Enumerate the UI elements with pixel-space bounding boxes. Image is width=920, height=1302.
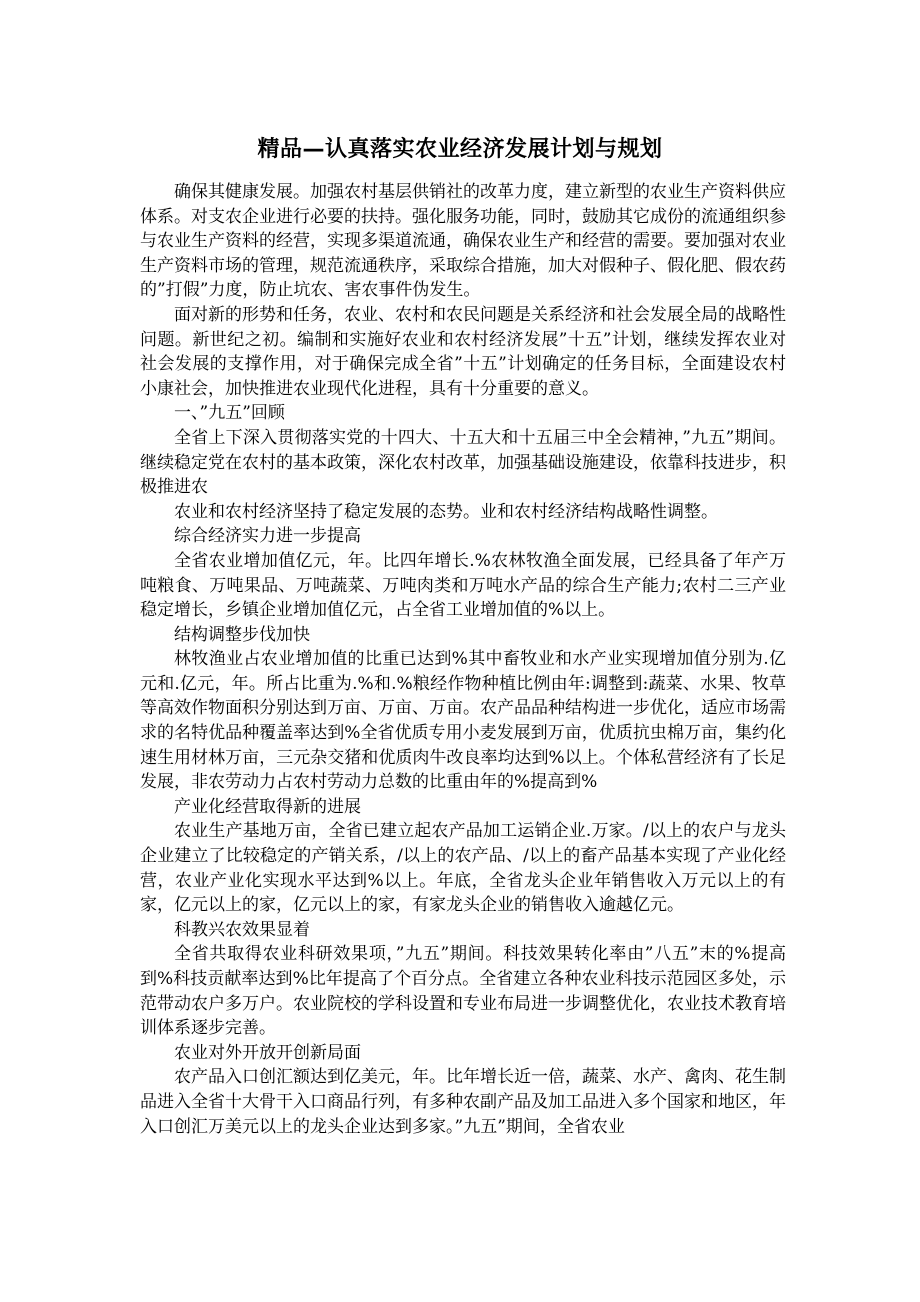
paragraph-8: 全省共取得农业科研效果项，”九五”期间。科技效果转化率由”八五”末的%提高到%科技贡献率达到%比年提高了个百分点。全省建立各种农业科技示范园区多处，示范带动农户多万户。农业院校的学科设置和专业布局进一步调整优化，农业技术教育培训体系逐步完善。 (140, 944, 786, 1039)
document-title: 精品—认真落实农业经济发展计划与规划 (257, 136, 663, 162)
subheading-science-education: 科教兴农效果显着 (174, 919, 310, 940)
paragraph-9: 农产品入口创汇额达到亿美元，年。比年增长近一倍，蔬菜、水产、禽肉、花生制品进入全省十大骨干入口商品行列，有多种农副产品及加工品进入多个国家和地区，年入口创汇万美元以上的龙头企业达到多家。”九五”期间，全省农业 (140, 1067, 786, 1137)
subheading-industrialization: 产业化经营取得新的进展 (174, 796, 361, 817)
document-body (140, 180, 786, 1139)
paragraph-2: 面对新的形势和任务，农业、农村和农民问题是关系经济和社会发展全局的战略性问题。新世纪之初。编制和实施好农业和农村经济发展”十五”计划，继续发挥农业对社会发展的支撑作用，对于确保完成全省”十五”计划确定的任务目标，全面建设农村小康社会，加快推进农业现代化进程，具有十分重要的意义。 (140, 304, 786, 399)
paragraph-7: 农业生产基地万亩，全省已建立起农产品加工运销企业.万家。/以上的农户与龙头企业建立了比较稳定的产销关系，/以上的农产品、/以上的畜产品基本实现了产业化经营，农业产业化实现水平达到%以上。年底，全省龙头企业年销售收入万元以上的有家，亿元以上的家，亿元以上的家，有家龙头企业的销售收入逾越亿元。 (140, 821, 786, 916)
paragraph-5: 全省农业增加值亿元，年。比四年增长.%农林牧渔全面发展，已经具备了年产万吨粮食、万吨果品、万吨蔬菜、万吨肉类和万吨水产品的综合生产能力;农村二三产业稳定增长，乡镇企业增加值亿元，占全省工业增加值的%以上。 (140, 550, 786, 621)
subheading-opening-up: 农业对外开放开创新局面 (174, 1042, 361, 1063)
paragraph-3: 全省上下深入贯彻落实党的十四大、十五大和十五届三中全会精神，”九五”期间。继续稳定党在农村的基本政策，深化农村改革，加强基础设施建设，依靠科技进步，积极推进农 (140, 427, 786, 498)
paragraph-1: 确保其健康发展。加强农村基层供销社的改革力度，建立新型的农业生产资料供应体系。对支农企业进行必要的扶持。强化服务功能，同时，鼓励其它成份的流通组织参与农业生产资料的经营，实现多渠道流通，确保农业生产和经营的需要。要加强对农业生产资料市场的管理，规范流通秩序，采取综合措施，加大对假种子、假化肥、假农药的”打假”力度，防止坑农、害农事件伪发生。 (140, 182, 786, 301)
paragraph-4: 农业和农村经济坚持了稳定发展的态势。业和农村经济结构战略性调整。 (174, 501, 718, 522)
paragraph-6: 林牧渔业占农业增加值的比重已达到%其中畜牧业和水产业实现增加值分别为.亿元和.亿元，年。所占比重为.%和.%粮经作物种植比例由年:调整到:蔬菜、水果、牧草等高效作物面积分别达到万亩、万亩、万亩。农产品品种结构进一步优化，适应市场需求的名特优品种覆盖率达到%全省优质专用小麦发展到万亩，优质抗虫棉万亩，集约化速生用材林万亩，三元杂交猪和优质肉牛改良率均达到%以上。个体私营经济有了长足发展，非农劳动力占农村劳动力总数的比重由年的%提高到% (140, 649, 786, 793)
section-heading-review: 一、”九五”回顾 (174, 403, 285, 424)
subheading-structure-adjustment: 结构调整步伐加快 (174, 624, 310, 645)
subheading-economic-strength: 综合经济实力进一步提高 (174, 526, 361, 547)
